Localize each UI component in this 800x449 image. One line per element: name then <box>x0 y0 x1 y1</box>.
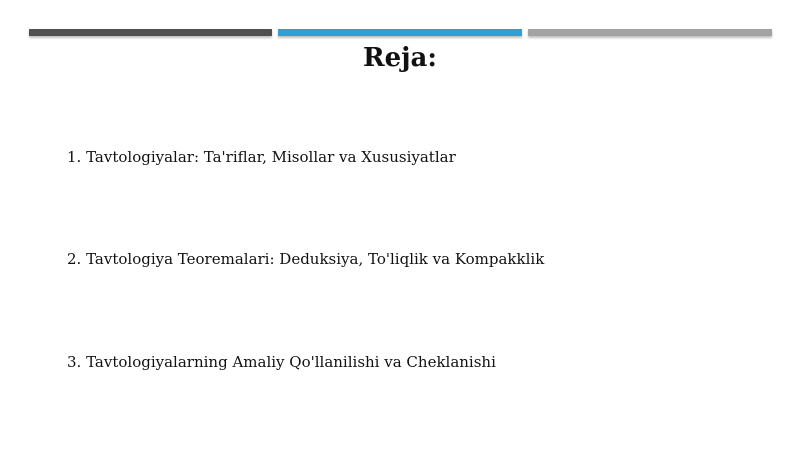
top-bar-blue <box>278 29 522 36</box>
top-bar-dark-gray <box>29 29 272 36</box>
plan-item-3: 3. Tavtologiyalarning Amaliy Qo'llanilishi va Cheklanishi <box>67 353 496 371</box>
plan-item-2: 2. Tavtologiya Teoremalari: Deduksiya, To'liqlik va Kompakklik <box>67 250 545 268</box>
decorative-top-bars <box>29 29 772 39</box>
top-bar-light-gray <box>528 29 772 36</box>
slide-title: Reja: <box>362 43 437 73</box>
plan-item-1: 1. Tavtologiyalar: Ta'riflar, Misollar va Xususiyatlar <box>67 148 456 166</box>
